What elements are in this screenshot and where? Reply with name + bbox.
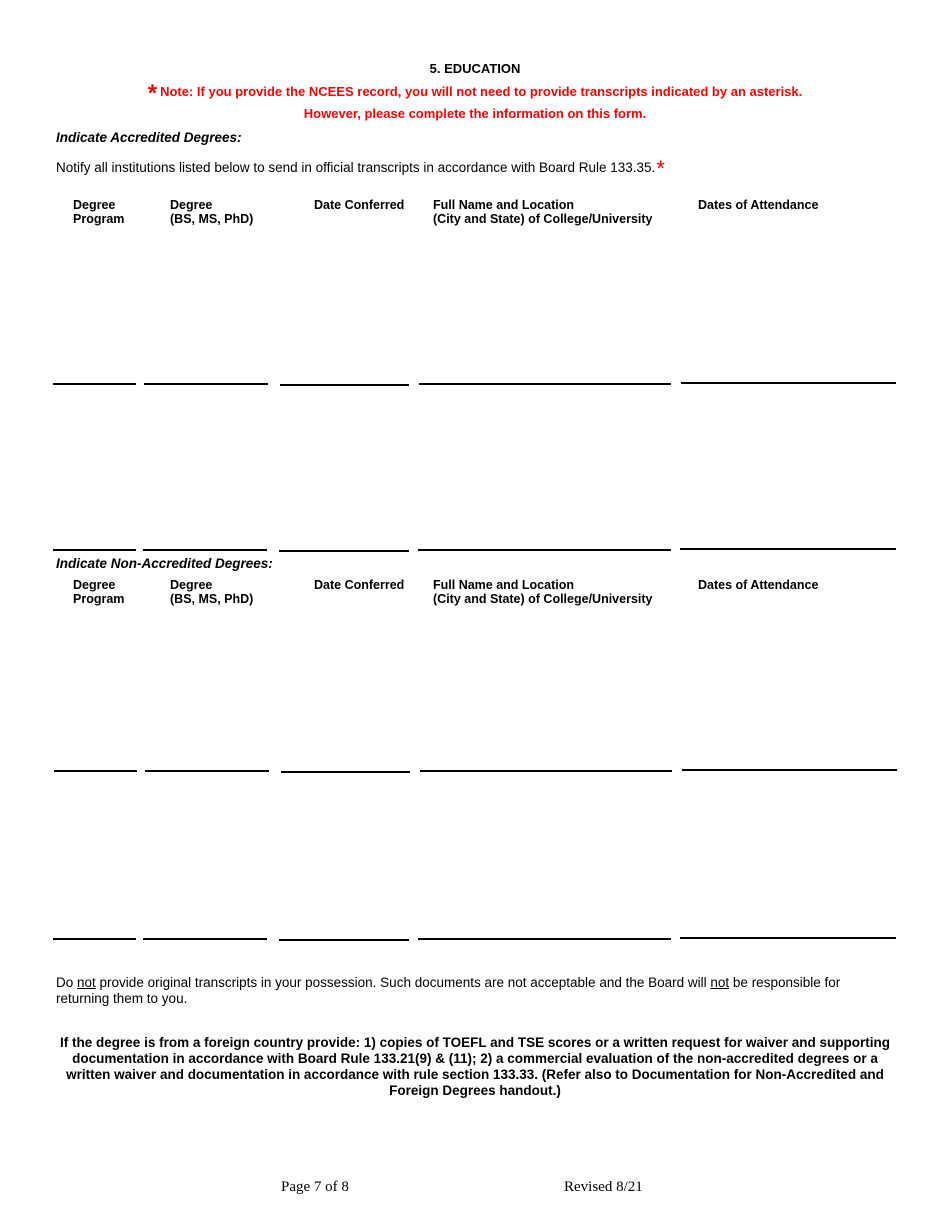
notify-institutions-text (56, 156, 665, 182)
non-accredited-row1-institution-field[interactable] (420, 770, 672, 772)
accredited-row2-degree-field[interactable] (143, 549, 267, 551)
col-dates-attendance: Dates of Attendance (698, 578, 819, 592)
non-accredited-row1-degree-field[interactable] (145, 770, 269, 772)
non-accredited-row1-degree-program-field[interactable] (54, 770, 137, 772)
foreign-degree-note: If the degree is from a foreign country provide: 1) copies of TOEFL and TSE scores or a written request for waiver and supporting documentation in accordance with Board Rule 133.21(9) & (11); 2) a commercial evaluation of the non-accredited degrees or a written waiver and documentation in accordance with rule section 133.33. (Refer also to Documentation for Non-Accredited and Foreign Degrees handout.) (60, 1035, 890, 1098)
accredited-row2-date-conferred-field[interactable] (279, 550, 409, 552)
ncees-note-line1: Note: If you provide the NCEES record, you will not need to provide transcripts indicated by an asterisk. (160, 84, 803, 99)
asterisk-marker: * (656, 156, 665, 181)
accredited-row1-attendance-field[interactable] (681, 382, 896, 384)
accredited-row2-attendance-field[interactable] (680, 548, 896, 550)
notify-text: Notify all institutions listed below to send in official transcripts in accordance with Board Rule 133.35. (56, 160, 656, 175)
non-accredited-row2-institution-field[interactable] (418, 938, 671, 940)
accredited-row2-institution-field[interactable] (418, 549, 671, 551)
accredited-row1-date-conferred-field[interactable] (280, 384, 409, 386)
col-dates-attendance: Dates of Attendance (698, 198, 819, 212)
ncees-note (0, 80, 950, 108)
ncees-note-line2: However, please complete the information on this form. (303, 106, 647, 121)
accredited-degrees-label: Indicate Accredited Degrees: (56, 130, 242, 145)
col-degree-program: Degree Program (73, 578, 125, 606)
revision-date: Revised 8/21 (564, 1179, 643, 1195)
non-accredited-row1-date-conferred-field[interactable] (281, 771, 410, 773)
original-transcripts-note: Do not provide original transcripts in your possession. Such documents are not acceptable and the Board will not be responsible for returning them to you. (56, 975, 841, 1006)
non-accredited-row2-attendance-field[interactable] (680, 937, 896, 939)
non-accredited-row2-degree-program-field[interactable] (53, 938, 136, 940)
col-full-name-location: Full Name and Location (City and State) of College/University (433, 198, 653, 226)
accredited-row1-institution-field[interactable] (419, 383, 671, 385)
col-degree-type: Degree (BS, MS, PhD) (170, 198, 254, 226)
page-number: Page 7 of 8 (281, 1179, 349, 1195)
asterisk-marker: * (147, 80, 158, 107)
accredited-row2-degree-program-field[interactable] (53, 549, 136, 551)
accredited-row1-degree-field[interactable] (144, 383, 268, 385)
col-date-conferred: Date Conferred (314, 198, 405, 212)
non-accredited-row1-attendance-field[interactable] (682, 769, 897, 771)
non-accredited-row2-date-conferred-field[interactable] (279, 939, 409, 941)
accredited-row1-degree-program-field[interactable] (53, 383, 136, 385)
col-degree-type: Degree (BS, MS, PhD) (170, 578, 254, 606)
non-accredited-degrees-label: Indicate Non-Accredited Degrees: (56, 556, 273, 571)
col-date-conferred: Date Conferred (314, 578, 405, 592)
non-accredited-row2-degree-field[interactable] (143, 938, 267, 940)
section-title: 5. EDUCATION (429, 61, 521, 76)
col-degree-program: Degree Program (73, 198, 125, 226)
col-full-name-location: Full Name and Location (City and State) of College/University (433, 578, 653, 606)
